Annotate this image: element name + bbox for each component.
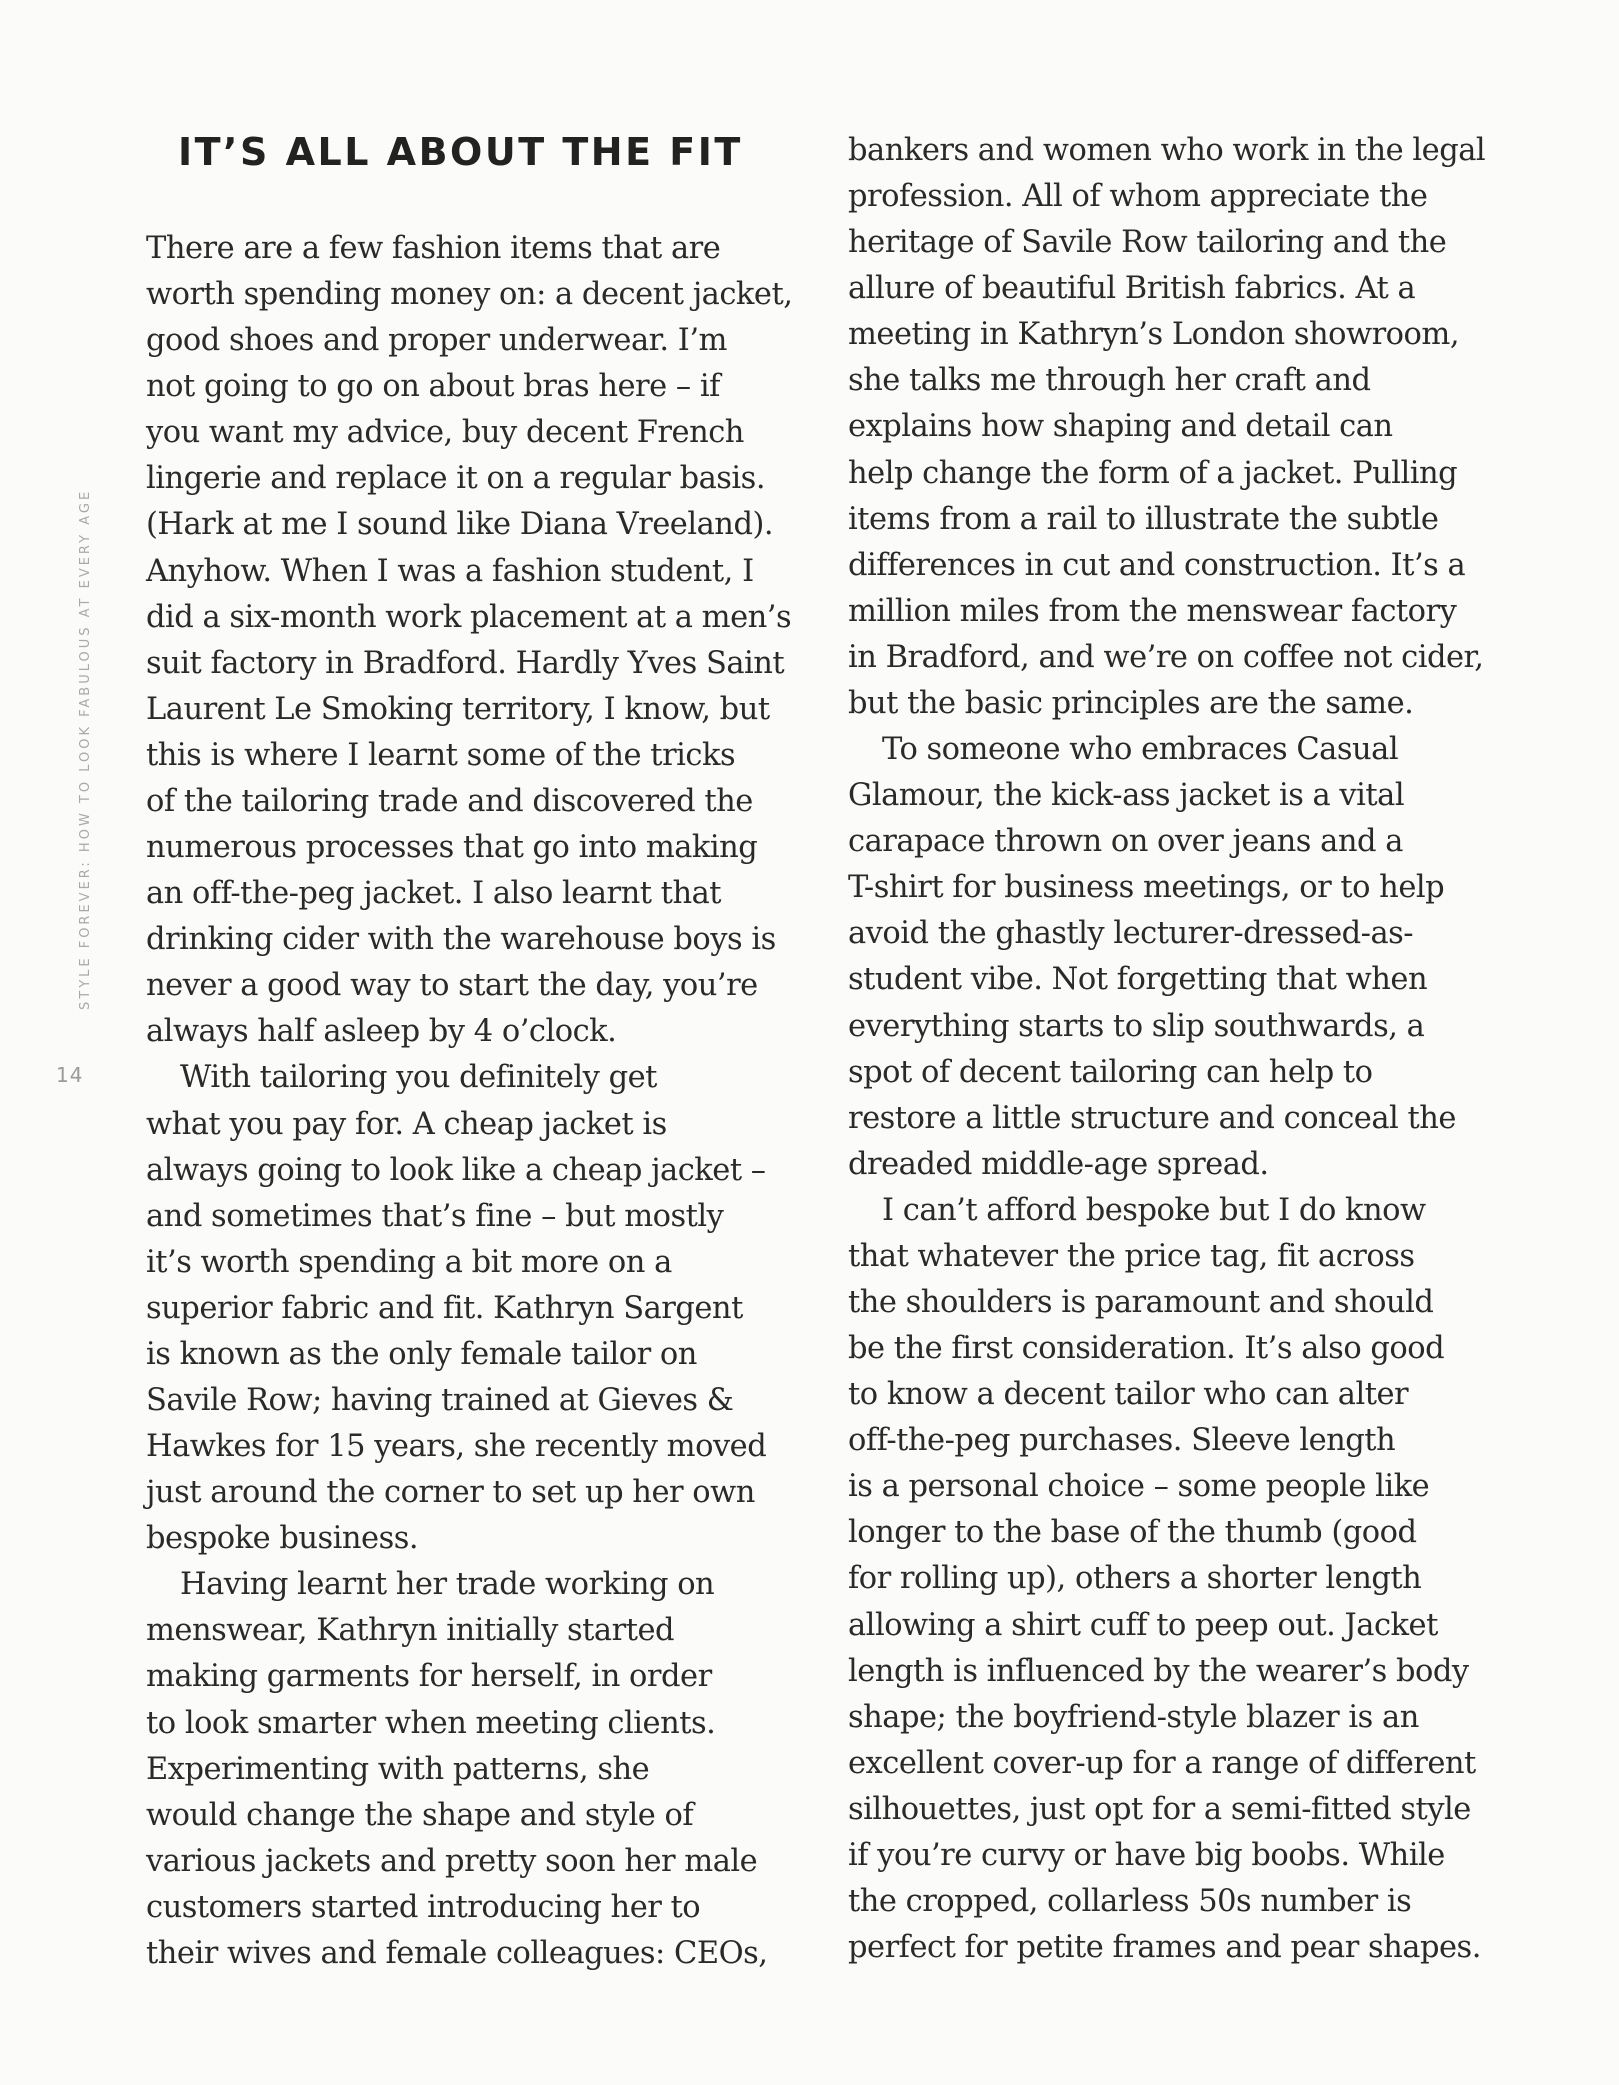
left-column-text-line: worth spending money on: a decent jacket, — [146, 277, 793, 313]
right-column-text-line: restore a little structure and conceal the — [848, 1100, 1456, 1136]
left-column-text-line: Experimenting with patterns, she — [146, 1751, 650, 1787]
left-column-text-line: it’s worth spending a bit more on a — [146, 1244, 672, 1280]
right-column-text-line: items from a rail to illustrate the subtle — [848, 501, 1439, 537]
left-column-text-line: drinking cider with the warehouse boys is — [146, 922, 776, 958]
left-column-text-line: their wives and female colleagues: CEOs, — [146, 1935, 768, 1971]
running-head: STYLE FOREVER: HOW TO LOOK FABULOUS AT EVERY AGE — [78, 488, 93, 1010]
left-column-text-line: what you pay for. A cheap jacket is — [146, 1106, 667, 1142]
right-column-text-line: I can’t afford bespoke but I do know — [882, 1192, 1426, 1228]
right-column-text-line: but the basic principles are the same. — [848, 685, 1414, 721]
left-column-text-line: With tailoring you definitely get — [180, 1060, 657, 1096]
right-column-text-line: silhouettes, just opt for a semi-fitted style — [848, 1791, 1471, 1827]
left-column-text-line: Savile Row; having trained at Gieves & — [146, 1383, 734, 1418]
right-column-text-line: million miles from the menswear factory — [848, 593, 1457, 629]
right-column-text-line: everything starts to slip southwards, a — [848, 1008, 1425, 1044]
right-column-text-line: heritage of Savile Row tailoring and the — [848, 225, 1447, 261]
right-column-text-line: if you’re curvy or have big boobs. While — [848, 1837, 1445, 1873]
left-column-text-line: superior fabric and fit. Kathryn Sargent — [146, 1290, 743, 1326]
left-column-text-line: you want my advice, buy decent French — [146, 415, 744, 451]
right-column-text-line: allure of beautiful British fabrics. At a — [848, 271, 1416, 307]
left-column-text-line: and sometimes that’s fine – but mostly — [146, 1198, 724, 1234]
right-column-text-line: carapace thrown on over jeans and a — [848, 824, 1403, 860]
left-column-text-line: did a six-month work placement at a men’s — [146, 599, 792, 635]
right-column-text-line: be the first consideration. It’s also good — [848, 1331, 1445, 1367]
right-column-text-line: to know a decent tailor who can alter — [848, 1377, 1409, 1413]
left-column-text-line: just around the corner to set up her own — [146, 1475, 755, 1511]
left-column-text-line: Hawkes for 15 years, she recently moved — [146, 1429, 767, 1465]
left-column-text-line: always going to look like a cheap jacket – — [146, 1152, 766, 1188]
left-column-text-line: this is where I learnt some of the tricks — [146, 737, 736, 773]
right-column-text-line: T-shirt for business meetings, or to help — [848, 870, 1445, 906]
right-column-text-line: perfect for petite frames and pear shapes. — [848, 1930, 1481, 1966]
right-column-text-line: differences in cut and construction. It’s a — [848, 547, 1466, 583]
left-column-text-line: of the tailoring trade and discovered the — [146, 783, 753, 819]
right-column-text-line: that whatever the price tag, fit across — [848, 1238, 1415, 1274]
left-column-text-line: suit factory in Bradford. Hardly Yves Saint — [146, 645, 785, 681]
left-column-text-line: is known as the only female tailor on — [146, 1336, 697, 1372]
right-column-text-line: bankers and women who work in the legal — [848, 133, 1486, 168]
right-column-text-line: spot of decent tailoring can help to — [848, 1054, 1373, 1090]
right-column-text-line: longer to the base of the thumb (good — [848, 1515, 1417, 1551]
left-column-text-line: bespoke business. — [146, 1521, 419, 1557]
left-column-text-line: to look smarter when meeting clients. — [146, 1705, 716, 1741]
left-column-text-line: various jackets and pretty soon her male — [146, 1843, 758, 1879]
left-column-text-line: making garments for herself, in order — [146, 1659, 712, 1695]
page-number: 14 — [56, 1063, 84, 1087]
right-column-text-line: she talks me through her craft and — [848, 363, 1371, 399]
left-column-text-line: lingerie and replace it on a regular basis. — [146, 461, 766, 497]
right-column-text-line: To someone who embraces Casual — [882, 732, 1399, 768]
left-column-text-line: an off-the-peg jacket. I also learnt that — [146, 876, 722, 912]
left-column-text-line: good shoes and proper underwear. I’m — [146, 323, 727, 359]
left-column-text-line: menswear, Kathryn initially started — [146, 1613, 675, 1649]
right-column-text-line: help change the form of a jacket. Pulling — [848, 455, 1458, 491]
right-column-text-line: shape; the boyfriend-style blazer is an — [848, 1699, 1419, 1735]
right-column-text-line: off-the-peg purchases. Sleeve length — [848, 1423, 1396, 1459]
right-column-text-line: the shoulders is paramount and should — [848, 1285, 1434, 1320]
right-column-text-line: Glamour, the kick-ass jacket is a vital — [848, 778, 1405, 814]
left-column-text-line: not going to go on about bras here – if — [146, 369, 720, 405]
left-column-text-line: (Hark at me I sound like Diana Vreeland). — [146, 507, 774, 543]
right-column-text-line: dreaded middle-age spread. — [848, 1146, 1269, 1182]
left-column-text-line: numerous processes that go into making — [146, 830, 758, 866]
right-column-text-line: meeting in Kathryn’s London showroom, — [848, 317, 1460, 353]
left-column-text-line: There are a few fashion items that are — [146, 231, 721, 266]
left-column-text-line: Anyhow. When I was a fashion student, I — [146, 553, 754, 589]
left-column-text-line: customers started introducing her to — [146, 1889, 701, 1925]
right-column-text-line: excellent cover-up for a range of different — [848, 1745, 1476, 1781]
left-column-text-line: would change the shape and style of — [146, 1797, 694, 1833]
right-column-text-line: profession. All of whom appreciate the — [848, 179, 1428, 215]
left-column-text-line: Having learnt her trade working on — [180, 1567, 715, 1603]
right-column-text-line: allowing a shirt cuff to peep out. Jacket — [848, 1607, 1438, 1643]
left-column-text-line: always half asleep by 4 o’clock. — [146, 1014, 617, 1050]
right-column-text-line: student vibe. Not forgetting that when — [848, 962, 1428, 998]
left-column-text-line: Laurent Le Smoking territory, I know, but — [146, 691, 770, 727]
right-column-text-line: explains how shaping and detail can — [848, 409, 1393, 445]
right-column-text-line: is a personal choice – some people like — [848, 1469, 1430, 1505]
left-column-text-line: never a good way to start the day, you’re — [146, 968, 758, 1004]
right-column-text-line: the cropped, collarless 50s number is — [848, 1884, 1412, 1920]
section-heading: IT’S ALL ABOUT THE FIT — [178, 130, 743, 174]
right-column-text-line: length is influenced by the wearer’s body — [848, 1653, 1469, 1689]
right-column-text-line: avoid the ghastly lecturer-dressed-as- — [848, 916, 1414, 952]
right-column-text-line: in Bradford, and we’re on coffee not cider, — [848, 639, 1484, 675]
right-column-text-line: for rolling up), others a shorter length — [848, 1561, 1422, 1597]
